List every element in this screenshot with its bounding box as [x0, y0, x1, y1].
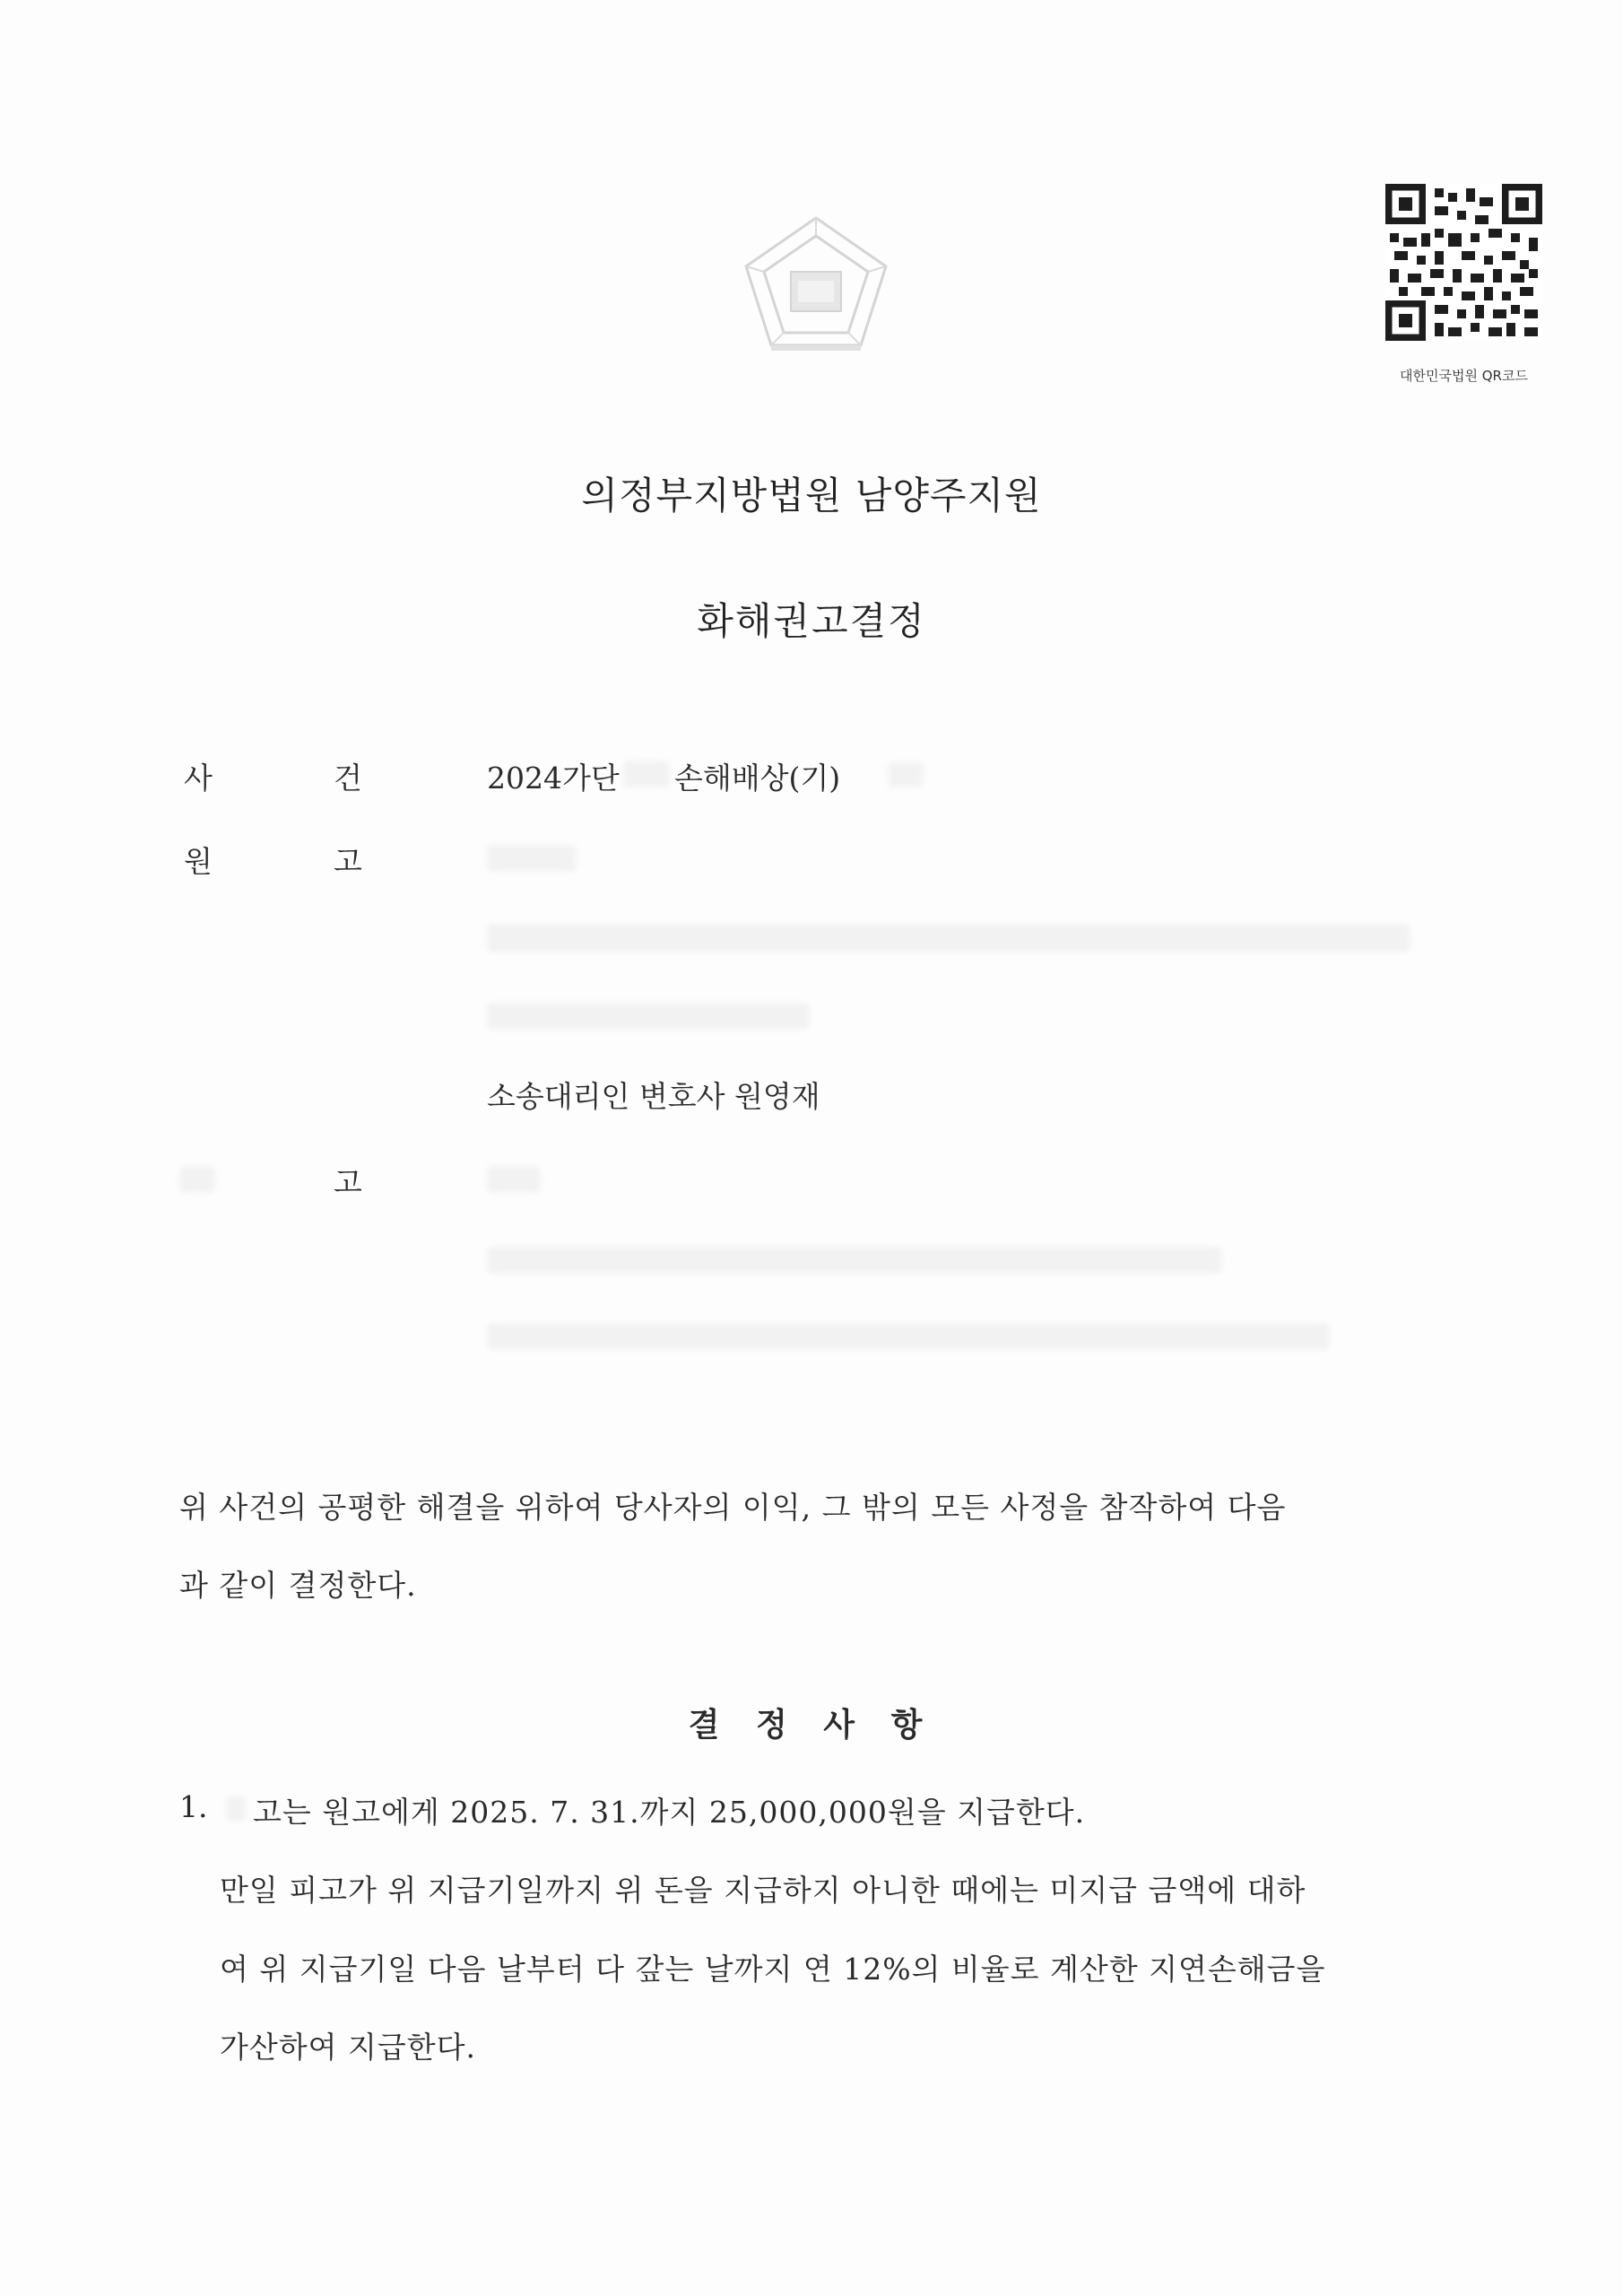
decision-item-line-3: 여 위 지급기일 다음 날부터 다 갚는 날까지 연 12%의 비율로 계산한 지연손해금을 — [220, 1952, 1326, 1987]
case-number: 2024가단 — [487, 761, 620, 796]
decision-item-line-2: 만일 피고가 위 지급기일까지 위 돈을 지급하지 아니한 때에는 미지급 금액에 대하 — [220, 1873, 1306, 1908]
redacted-plaintiff-address-2 — [487, 1003, 810, 1030]
document-title: 화해권고결정 — [697, 599, 926, 643]
court-emblem-icon — [735, 211, 897, 363]
qr-caption: 대한민국법원 QR코드 — [1400, 368, 1528, 384]
decision-item-line-4: 가산하여 지급한다. — [220, 2030, 477, 2065]
redacted-defendant-name — [487, 1166, 541, 1193]
case-label-char-1: 사 — [184, 761, 213, 796]
redacted-plaintiff-name — [487, 845, 577, 872]
redacted-defendant-address-2 — [487, 1323, 1330, 1350]
decision-item-number: 1. — [179, 1789, 208, 1824]
preamble-line-2: 과 같이 결정한다. — [179, 1568, 417, 1603]
preamble-line-1: 위 사건의 공평한 해결을 위하여 당사자의 이익, 그 밖의 모든 사정을 참작하여 다음 — [179, 1490, 1287, 1525]
plaintiff-label-char-2: 고 — [334, 844, 362, 879]
redacted-plaintiff-address — [487, 924, 1410, 952]
defendant-label-char-2: 고 — [334, 1165, 362, 1200]
court-name: 의정부지방법원 남양주지원 — [581, 474, 1042, 517]
plaintiff-label-char-1: 원 — [184, 844, 213, 879]
redacted-defendant-label — [179, 1166, 215, 1193]
case-label-char-2: 건 — [334, 761, 362, 796]
decision-item-line-1: 고는 원고에게 2025. 7. 31.까지 25,000,000원을 지급한다. — [253, 1795, 1086, 1830]
qr-code-icon — [1385, 184, 1542, 341]
redacted-defendant-ref — [226, 1796, 246, 1822]
redacted-case-number — [623, 761, 670, 787]
redacted-block — [888, 762, 924, 787]
redacted-defendant-address — [487, 1247, 1222, 1274]
plaintiff-counsel: 소송대리인 변호사 원영재 — [487, 1079, 820, 1114]
case-name: 손해배상(기) — [674, 761, 841, 796]
decision-section-title: 결 정 사 항 — [688, 1707, 935, 1744]
